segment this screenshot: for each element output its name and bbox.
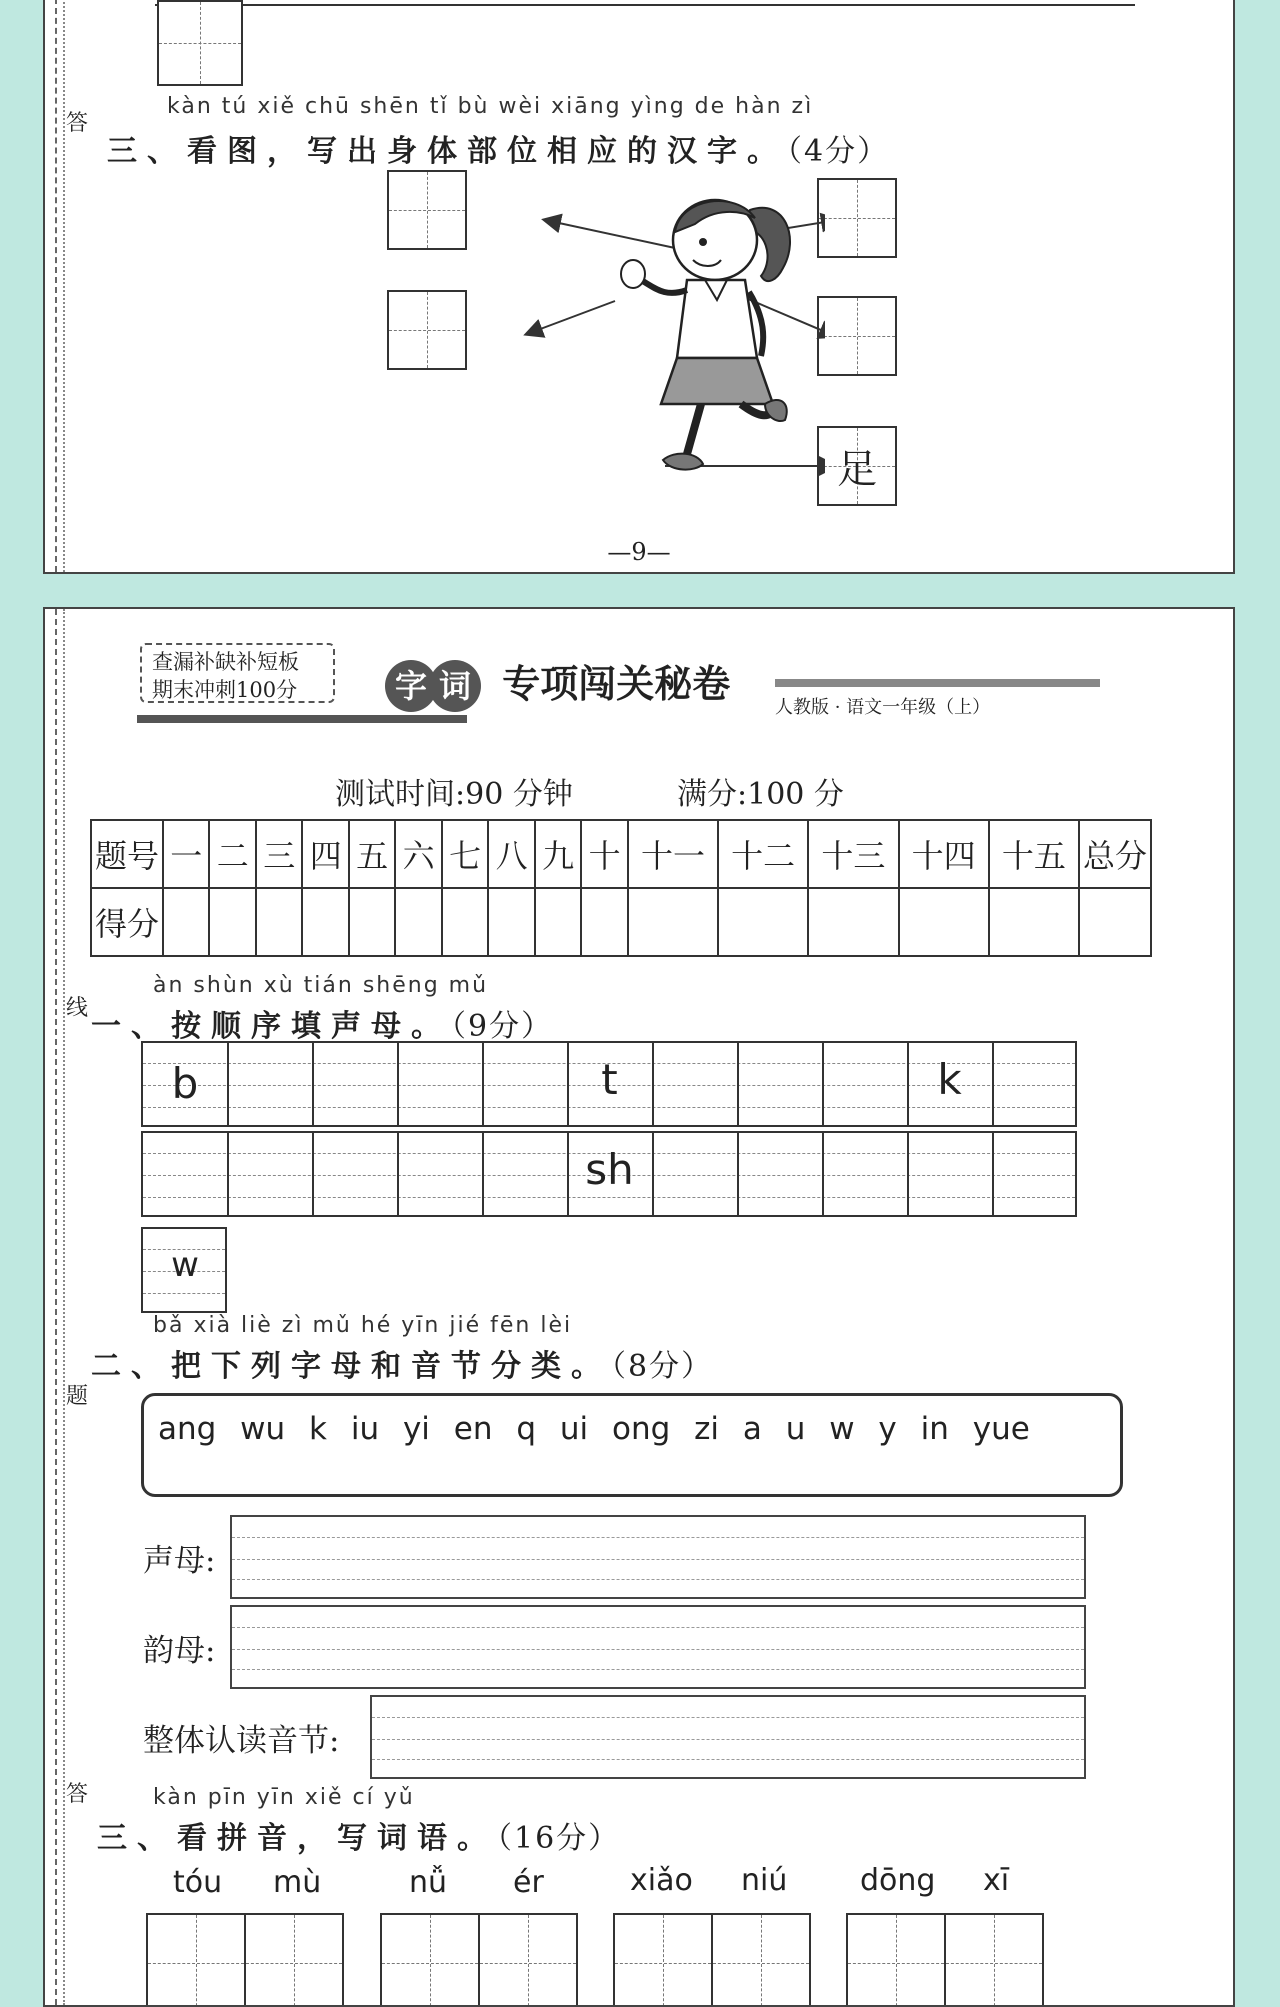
answer-box-foot[interactable] — [817, 426, 897, 506]
cell-q14: 十四 — [899, 820, 989, 888]
word-1-box-b[interactable] — [244, 1913, 344, 2007]
word-1-b: mù — [273, 1865, 322, 1900]
q1-title — [91, 1001, 553, 1045]
zhengti-answer-area[interactable] — [370, 1695, 1086, 1779]
cell-q4: 四 — [302, 820, 348, 888]
score-cell[interactable] — [581, 888, 627, 956]
cell-q5: 五 — [349, 820, 395, 888]
q1-pinyin: àn shùn xù tián shēng mǔ — [153, 973, 489, 998]
cut-line — [55, 0, 57, 572]
word-3-a: xiǎo — [630, 1863, 693, 1898]
word-1-box-a[interactable] — [146, 1913, 246, 2007]
word-4-b: xī — [983, 1863, 1010, 1898]
shengmu-answer-area[interactable] — [230, 1515, 1086, 1599]
worksheet-title — [385, 653, 730, 712]
word-3-box-a[interactable] — [613, 1913, 713, 2007]
letters-syllables-box: ang wu k iu yi en q ui ong zi a u w y in yue — [141, 1393, 1123, 1497]
answer-box-1[interactable] — [387, 170, 467, 250]
worksheet-page — [43, 607, 1235, 2007]
score-cell[interactable] — [395, 888, 441, 956]
score-table-score-row — [91, 888, 1151, 956]
q3-title-text: 三、看图，写出身体部位相应的汉字。 — [107, 134, 787, 169]
title-circle-zi: 字 — [385, 660, 437, 712]
q3-score: （4分） — [787, 134, 890, 169]
cell-q13: 十三 — [808, 820, 898, 888]
edition-subtitle: 人教版 · 语文一年级（上） — [775, 697, 991, 718]
score-cell[interactable] — [163, 888, 209, 956]
category-shengmu-label: 声母: — [143, 1543, 216, 1579]
answer-box-3[interactable] — [817, 178, 897, 258]
letter-sh: sh — [585, 1145, 634, 1194]
margin-char-ti: 题 — [65, 1379, 89, 1410]
score-cell[interactable] — [628, 888, 718, 956]
title-text: 专项闯关秘卷 — [502, 662, 731, 706]
word-3-box-b[interactable] — [711, 1913, 811, 2007]
cell-q1: 一 — [163, 820, 209, 888]
worksheet-page-9 — [43, 0, 1235, 574]
q1-score: （9分） — [451, 1009, 554, 1044]
pinyin-row-3[interactable] — [141, 1227, 227, 1313]
cut-line — [55, 609, 57, 2005]
score-cell[interactable] — [302, 888, 348, 956]
previous-grid-cell — [157, 0, 243, 86]
cell-q12: 十二 — [718, 820, 808, 888]
score-cell[interactable] — [535, 888, 581, 956]
pinyin-row-1[interactable] — [141, 1041, 1077, 1127]
title-circle-ci: 词 — [429, 660, 481, 712]
header-badge — [140, 643, 335, 703]
pinyin-row-2[interactable] — [141, 1131, 1077, 1217]
cell-q9: 九 — [535, 820, 581, 888]
category-zhengti-label: 整体认读音节: — [143, 1723, 340, 1759]
word-2-box-b[interactable] — [478, 1913, 578, 2007]
letter-b: b — [171, 1059, 199, 1108]
answer-box-2[interactable] — [387, 290, 467, 370]
page-number: —9— — [607, 538, 671, 566]
header-line — [775, 679, 1100, 687]
yunmu-answer-area[interactable] — [230, 1605, 1086, 1689]
q3-title — [107, 126, 889, 170]
word-2-b: ér — [513, 1865, 544, 1900]
badge-line-1: 查漏补缺补短板 — [152, 650, 299, 674]
word-1-a: tóu — [173, 1865, 223, 1900]
cell-q11: 十一 — [628, 820, 718, 888]
cell-total: 总分 — [1079, 820, 1151, 888]
previous-grid-row — [155, 0, 1135, 6]
q3-pinyin: kàn pīn yīn xiě cí yǔ — [153, 1785, 415, 1810]
badge-line-2: 期末冲刺100分 — [152, 678, 298, 702]
cell-q8: 八 — [488, 820, 534, 888]
q2-score: （8分） — [611, 1349, 714, 1384]
cell-label-tihao: 题号 — [91, 820, 163, 888]
score-cell[interactable] — [718, 888, 808, 956]
letter-t: t — [601, 1055, 618, 1104]
word-2-a: nǚ — [409, 1865, 448, 1900]
score-cell[interactable] — [349, 888, 395, 956]
q3-title — [97, 1813, 620, 1857]
score-cell[interactable] — [488, 888, 534, 956]
word-4-box-b[interactable] — [944, 1913, 1044, 2007]
score-cell[interactable] — [989, 888, 1079, 956]
header-bar — [137, 715, 467, 723]
score-cell[interactable] — [256, 888, 302, 956]
test-time: 测试时间:90 分钟 — [335, 777, 573, 812]
word-4-a: dōng — [860, 1863, 936, 1898]
q3-score: （16分） — [497, 1821, 621, 1856]
cut-line-inner — [63, 0, 65, 572]
q2-title-text: 二、把下列字母和音节分类。 — [91, 1349, 611, 1384]
q2-pinyin: bǎ xià liè zì mǔ hé yīn jié fēn lèi — [153, 1313, 573, 1338]
girl-illustration — [465, 168, 825, 488]
q1-title-text: 一、按顺序填声母。 — [91, 1009, 451, 1044]
answer-char-foot: 足 — [837, 446, 877, 493]
cell-q15: 十五 — [989, 820, 1079, 888]
cell-q7: 七 — [442, 820, 488, 888]
q2-title — [91, 1341, 713, 1385]
score-cell[interactable] — [1079, 888, 1151, 956]
margin-char-da: 答 — [65, 1777, 89, 1808]
cell-q10: 十 — [581, 820, 627, 888]
margin-char: 答 — [65, 106, 89, 137]
score-cell[interactable] — [808, 888, 898, 956]
score-table-header-row — [91, 820, 1151, 888]
q3-pinyin: kàn tú xiě chū shēn tǐ bù wèi xiāng yìng de hàn zì — [167, 94, 814, 119]
word-3-b: niú — [741, 1863, 788, 1898]
score-table — [90, 819, 1152, 957]
answer-box-4[interactable] — [817, 296, 897, 376]
cell-label-defen: 得分 — [91, 888, 163, 956]
score-cell[interactable] — [899, 888, 989, 956]
cell-q3: 三 — [256, 820, 302, 888]
score-cell[interactable] — [209, 888, 255, 956]
cell-q6: 六 — [395, 820, 441, 888]
full-score: 满分:100 分 — [677, 777, 844, 812]
category-yunmu-label: 韵母: — [143, 1633, 216, 1669]
cell-q2: 二 — [209, 820, 255, 888]
letter-k: k — [937, 1055, 962, 1104]
letter-w: w — [171, 1245, 199, 1285]
margin-char-xian: 线 — [65, 991, 89, 1022]
score-cell[interactable] — [442, 888, 488, 956]
word-2-box-a[interactable] — [380, 1913, 480, 2007]
word-4-box-a[interactable] — [846, 1913, 946, 2007]
q3-title-text: 三、看拼音，写词语。 — [97, 1821, 497, 1856]
